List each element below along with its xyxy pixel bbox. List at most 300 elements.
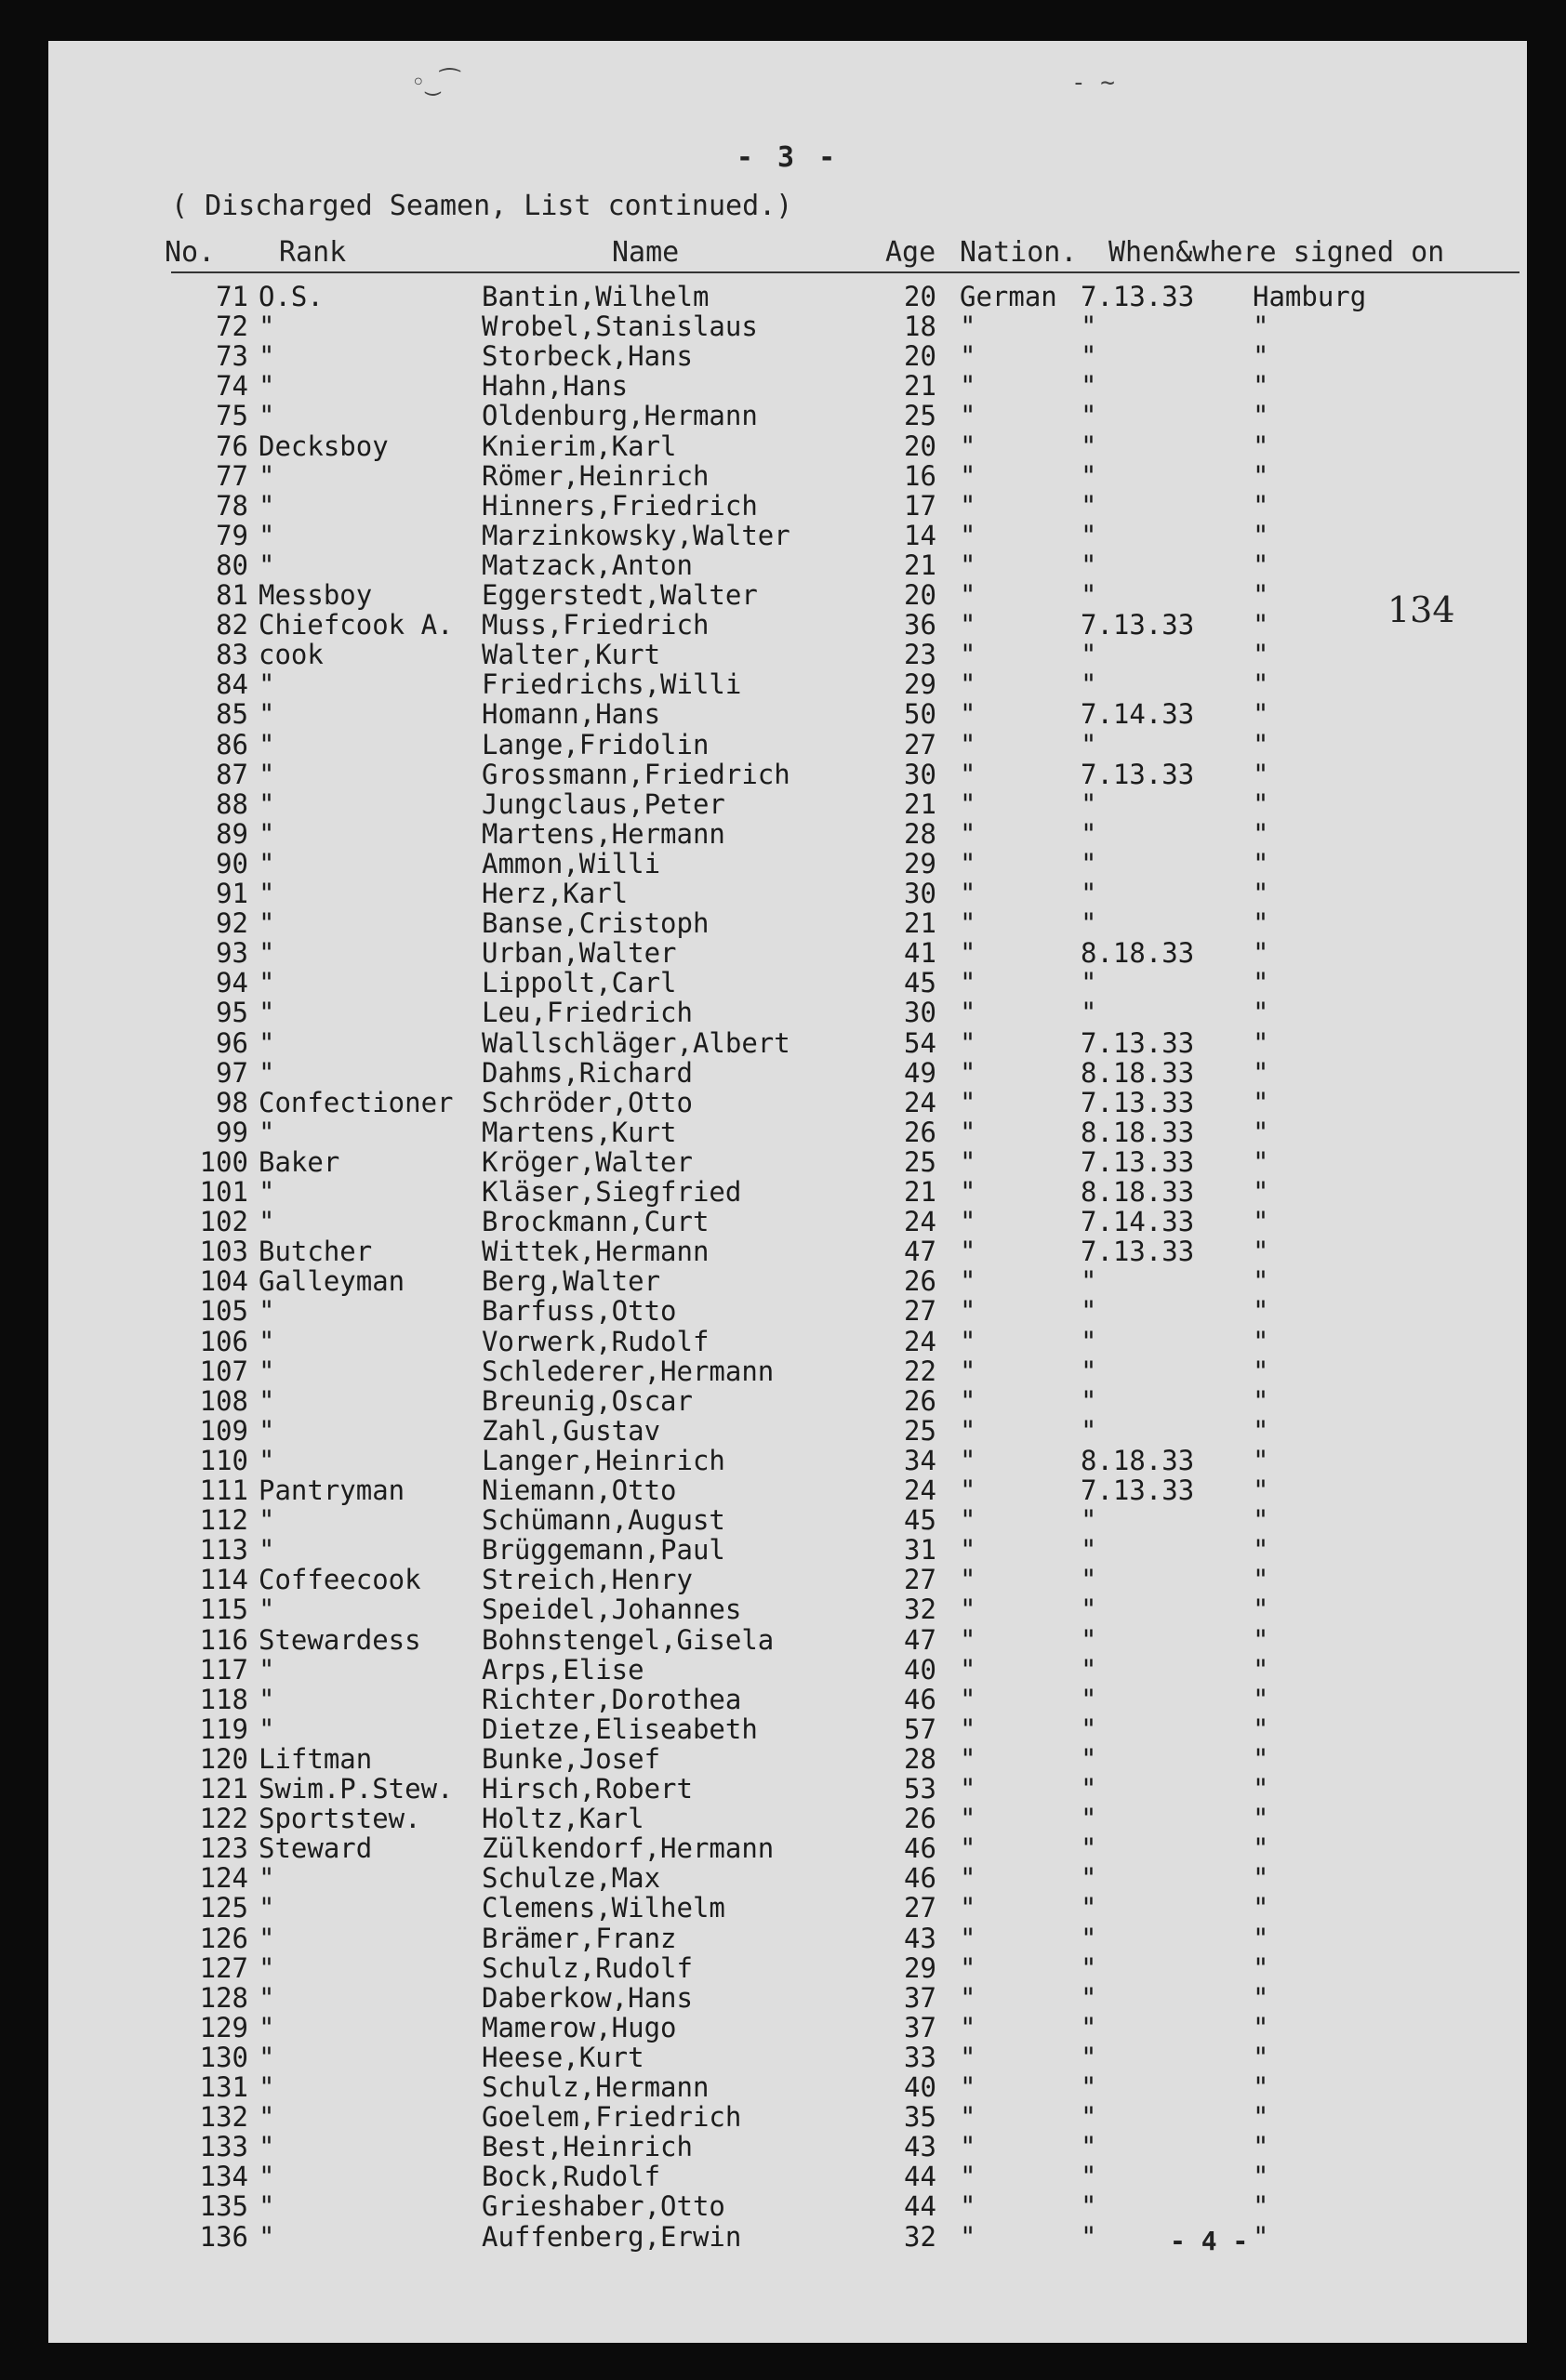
row-name: Marzinkowsky,Walter — [482, 519, 790, 551]
table-row — [48, 698, 1527, 731]
row-date: " — [1081, 817, 1097, 850]
row-place: " — [1253, 549, 1269, 581]
row-number: 89 — [216, 817, 248, 850]
table-row — [48, 1564, 1527, 1596]
row-nation: " — [960, 1056, 976, 1089]
row-place: " — [1253, 1892, 1269, 1924]
table-row — [48, 1862, 1527, 1895]
row-nation: " — [960, 1086, 976, 1118]
row-nation: " — [960, 758, 976, 790]
row-place: " — [1253, 1444, 1269, 1476]
row-nation: " — [960, 1653, 976, 1686]
table-row — [48, 1534, 1527, 1567]
row-age: 43 — [904, 1922, 936, 1954]
row-name: Bohnstengel,Gisela — [482, 1623, 775, 1656]
row-nation: " — [960, 787, 976, 820]
row-nation: " — [960, 1922, 976, 1954]
row-rank: " — [259, 728, 275, 760]
row-nation: " — [960, 2011, 976, 2043]
row-number: 90 — [216, 847, 248, 879]
row-place: " — [1253, 1086, 1269, 1118]
row-date: 7.13.33 — [1081, 1086, 1195, 1118]
row-nation: " — [960, 311, 976, 343]
table-row — [48, 1027, 1527, 1057]
row-number: 111 — [199, 1474, 248, 1506]
row-place: " — [1253, 579, 1269, 611]
smudge-mark: ◦‿⁀ — [411, 69, 460, 97]
table-row — [48, 1265, 1527, 1298]
row-name: Auffenberg,Erwin — [482, 2220, 742, 2253]
row-age: 22 — [904, 1355, 936, 1387]
row-nation: " — [960, 1176, 976, 1208]
row-name: Lange,Fridolin — [482, 728, 710, 760]
table-row — [48, 1117, 1527, 1146]
row-place: " — [1253, 967, 1269, 999]
row-age: 47 — [904, 1623, 936, 1656]
table-row — [48, 639, 1527, 671]
row-name: Walter,Kurt — [482, 639, 661, 671]
row-name: Best,Heinrich — [482, 2131, 693, 2163]
row-rank: " — [259, 2190, 275, 2223]
row-place: " — [1253, 997, 1269, 1029]
row-nation: " — [960, 639, 976, 671]
row-rank: Butcher — [259, 1236, 373, 1268]
table-row — [48, 1445, 1527, 1474]
row-place: " — [1253, 937, 1269, 970]
row-nation: " — [960, 1862, 976, 1895]
row-number: 121 — [199, 1773, 248, 1805]
row-name: Römer,Heinrich — [482, 459, 710, 492]
row-age: 34 — [904, 1444, 936, 1476]
table-row — [48, 1803, 1527, 1835]
table-row — [48, 1355, 1527, 1385]
row-name: Muss,Friedrich — [482, 609, 710, 641]
row-name: Martens,Kurt — [482, 1116, 677, 1148]
row-nation: " — [960, 1981, 976, 2014]
row-place: " — [1253, 311, 1269, 343]
row-number: 96 — [216, 1026, 248, 1059]
row-age: 49 — [904, 1056, 936, 1089]
row-number: 73 — [216, 340, 248, 373]
row-date: " — [1081, 1832, 1097, 1865]
row-nation: " — [960, 1414, 976, 1447]
row-name: Grossmann,Friedrich — [482, 758, 790, 790]
row-date: 7.13.33 — [1081, 609, 1195, 641]
row-date: " — [1081, 1862, 1097, 1895]
row-place: " — [1253, 1504, 1269, 1537]
row-name: Knierim,Karl — [482, 430, 677, 462]
row-rank: " — [259, 967, 275, 999]
table-row — [48, 1892, 1527, 1922]
row-date: 8.18.33 — [1081, 1444, 1195, 1476]
row-rank: Stewardess — [259, 1623, 421, 1656]
row-date: " — [1081, 1265, 1097, 1298]
row-name: Friedrichs,Willi — [482, 668, 742, 701]
row-age: 30 — [904, 758, 936, 790]
row-place: " — [1253, 878, 1269, 909]
row-name: Lippolt,Carl — [482, 967, 677, 999]
row-name: Heese,Kurt — [482, 2041, 644, 2073]
footer-page-number: - 4 - — [1170, 2226, 1249, 2256]
table-row — [48, 1952, 1527, 1982]
row-number: 88 — [216, 787, 248, 820]
table-row — [48, 1415, 1527, 1445]
header-age: Age — [885, 236, 936, 269]
row-name: Dietze,Eliseabeth — [482, 1712, 758, 1745]
row-rank: " — [259, 1504, 275, 1537]
row-number: 134 — [199, 2161, 248, 2193]
row-date: " — [1081, 1742, 1097, 1775]
row-place: " — [1253, 1474, 1269, 1506]
row-age: 54 — [904, 1026, 936, 1059]
row-nation: " — [960, 1623, 976, 1656]
row-place: " — [1253, 1564, 1269, 1596]
row-age: 14 — [904, 519, 936, 551]
row-date: " — [1081, 2220, 1097, 2253]
row-nation: " — [960, 1683, 976, 1715]
table-row — [48, 1713, 1527, 1743]
row-age: 26 — [904, 1116, 936, 1148]
row-age: 47 — [904, 1236, 936, 1268]
row-nation: " — [960, 1474, 976, 1506]
row-nation: " — [960, 1504, 976, 1537]
table-row — [48, 668, 1527, 701]
row-rank: " — [259, 311, 275, 343]
row-rank: " — [259, 1683, 275, 1715]
row-rank: Confectioner — [259, 1086, 454, 1118]
row-nation: " — [960, 2041, 976, 2073]
row-date: " — [1081, 2131, 1097, 2163]
row-age: 45 — [904, 967, 936, 999]
row-rank: " — [259, 2161, 275, 2193]
row-age: 18 — [904, 311, 936, 343]
row-number: 119 — [199, 1712, 248, 1745]
table-row — [48, 1326, 1527, 1355]
row-date: " — [1081, 430, 1097, 462]
row-rank: Decksboy — [259, 430, 389, 462]
row-number: 97 — [216, 1056, 248, 1089]
row-place: " — [1253, 1534, 1269, 1567]
row-number: 127 — [199, 1951, 248, 1984]
row-rank: " — [259, 1056, 275, 1089]
row-place: " — [1253, 1145, 1269, 1178]
table-row — [48, 848, 1527, 878]
row-nation: " — [960, 907, 976, 940]
row-rank: Coffeecook — [259, 1564, 421, 1596]
table-row — [48, 878, 1527, 907]
row-age: 25 — [904, 1145, 936, 1178]
row-nation: " — [960, 1593, 976, 1626]
row-number: 108 — [199, 1384, 248, 1417]
row-number: 109 — [199, 1414, 248, 1447]
row-age: 35 — [904, 2101, 936, 2134]
row-nation: " — [960, 1892, 976, 1924]
row-rank: " — [259, 1116, 275, 1148]
header-rank: Rank — [279, 236, 347, 269]
row-age: 17 — [904, 489, 936, 522]
row-rank: " — [259, 1414, 275, 1447]
table-row — [48, 2131, 1527, 2161]
row-number: 93 — [216, 937, 248, 970]
row-nation: " — [960, 817, 976, 850]
row-age: 46 — [904, 1832, 936, 1865]
row-number: 126 — [199, 1922, 248, 1954]
row-rank: Pantryman — [259, 1474, 405, 1506]
row-number: 79 — [216, 519, 248, 551]
table-row — [48, 549, 1527, 579]
row-place: " — [1253, 1862, 1269, 1895]
row-age: 32 — [904, 1593, 936, 1626]
row-rank: O.S. — [259, 281, 324, 312]
row-age: 30 — [904, 997, 936, 1029]
row-date: " — [1081, 1653, 1097, 1686]
row-age: 25 — [904, 400, 936, 432]
row-nation: " — [960, 1534, 976, 1567]
table-row — [48, 1832, 1527, 1865]
row-number: 75 — [216, 400, 248, 432]
row-date: " — [1081, 1295, 1097, 1328]
row-date: " — [1081, 1892, 1097, 1924]
row-name: Schümann,August — [482, 1504, 725, 1537]
row-name: Hinners,Friedrich — [482, 489, 758, 522]
row-rank: " — [259, 1981, 275, 2014]
row-name: Barfuss,Otto — [482, 1295, 677, 1328]
row-nation: " — [960, 1355, 976, 1387]
row-nation: " — [960, 1773, 976, 1805]
table-row — [48, 759, 1527, 788]
handwritten-note: 134 — [1387, 589, 1455, 630]
table-row — [48, 311, 1527, 343]
row-date: 7.14.33 — [1081, 698, 1195, 731]
row-number: 77 — [216, 459, 248, 492]
row-place: " — [1253, 1176, 1269, 1208]
row-nation: " — [960, 1742, 976, 1775]
row-age: 37 — [904, 1981, 936, 2014]
row-number: 114 — [199, 1564, 248, 1596]
row-place: " — [1253, 519, 1269, 551]
table-row — [48, 1982, 1527, 2012]
row-rank: " — [259, 937, 275, 970]
row-age: 40 — [904, 2071, 936, 2103]
row-name: Urban,Walter — [482, 937, 677, 970]
row-number: 95 — [216, 997, 248, 1029]
row-date: " — [1081, 1384, 1097, 1417]
row-date: " — [1081, 1593, 1097, 1626]
row-place: " — [1253, 370, 1269, 403]
row-age: 44 — [904, 2190, 936, 2223]
row-nation: " — [960, 430, 976, 462]
row-nation: " — [960, 2101, 976, 2134]
table-row — [48, 1773, 1527, 1803]
row-name: Hahn,Hans — [482, 370, 629, 403]
row-nation: " — [960, 2161, 976, 2193]
row-place: " — [1253, 1116, 1269, 1148]
row-name: Streich,Henry — [482, 1564, 693, 1596]
row-number: 92 — [216, 907, 248, 940]
row-number: 124 — [199, 1862, 248, 1895]
row-date: " — [1081, 370, 1097, 403]
table-row — [48, 1176, 1527, 1206]
row-place: " — [1253, 758, 1269, 790]
row-age: 27 — [904, 1892, 936, 1924]
row-place: " — [1253, 1773, 1269, 1805]
row-number: 135 — [199, 2190, 248, 2223]
row-number: 106 — [199, 1325, 248, 1357]
row-number: 125 — [199, 1892, 248, 1924]
row-number: 80 — [216, 549, 248, 581]
row-rank: " — [259, 1534, 275, 1567]
row-place: " — [1253, 728, 1269, 760]
row-name: Banse,Cristoph — [482, 907, 710, 940]
row-nation: " — [960, 1325, 976, 1357]
row-age: 27 — [904, 1564, 936, 1596]
row-name: Leu,Friedrich — [482, 997, 693, 1029]
row-place: " — [1253, 1803, 1269, 1835]
table-row — [48, 579, 1527, 609]
row-nation: " — [960, 519, 976, 551]
row-place: " — [1253, 1623, 1269, 1656]
row-age: 20 — [904, 281, 936, 312]
row-number: 120 — [199, 1742, 248, 1775]
row-name: Oldenburg,Hermann — [482, 400, 758, 432]
row-place: " — [1253, 1593, 1269, 1626]
row-rank: Liftman — [259, 1742, 373, 1775]
row-age: 26 — [904, 1265, 936, 1298]
row-rank: " — [259, 997, 275, 1029]
row-rank: " — [259, 878, 275, 909]
row-date: 7.13.33 — [1081, 1474, 1195, 1506]
row-place: " — [1253, 2161, 1269, 2193]
table-row — [48, 460, 1527, 490]
row-number: 104 — [199, 1265, 248, 1298]
row-nation: " — [960, 1295, 976, 1328]
row-age: 20 — [904, 340, 936, 373]
table-row — [48, 400, 1527, 430]
row-age: 21 — [904, 1176, 936, 1208]
table-row — [48, 1504, 1527, 1537]
row-place: " — [1253, 2220, 1269, 2253]
row-rank: " — [259, 1653, 275, 1686]
row-name: Schröder,Otto — [482, 1086, 693, 1118]
row-rank: " — [259, 370, 275, 403]
row-rank: " — [259, 668, 275, 701]
row-date: " — [1081, 2101, 1097, 2134]
row-rank: Galleyman — [259, 1265, 405, 1298]
row-nation: " — [960, 2071, 976, 2103]
row-number: 122 — [199, 1803, 248, 1835]
row-number: 116 — [199, 1623, 248, 1656]
row-name: Martens,Hermann — [482, 817, 725, 850]
table-row — [48, 1684, 1527, 1713]
row-number: 131 — [199, 2071, 248, 2103]
row-number: 100 — [199, 1145, 248, 1178]
row-nation: " — [960, 489, 976, 522]
row-number: 99 — [216, 1116, 248, 1148]
table-row — [48, 907, 1527, 940]
row-rank: " — [259, 2041, 275, 2073]
row-place: " — [1253, 1832, 1269, 1865]
row-date: " — [1081, 549, 1097, 581]
row-name: Wallschläger,Albert — [482, 1026, 790, 1059]
header-when-where: When&where signed on — [1108, 236, 1445, 269]
row-place: Hamburg — [1253, 281, 1367, 312]
row-place: " — [1253, 400, 1269, 432]
row-nation: " — [960, 549, 976, 581]
row-date: " — [1081, 579, 1097, 611]
row-nation: German — [960, 281, 1057, 312]
table-row — [48, 609, 1527, 639]
row-name: Speidel,Johannes — [482, 1593, 742, 1626]
row-date: " — [1081, 1803, 1097, 1835]
row-date: " — [1081, 311, 1097, 343]
row-age: 57 — [904, 1712, 936, 1745]
row-date: " — [1081, 907, 1097, 940]
row-rank: " — [259, 1355, 275, 1387]
row-age: 31 — [904, 1534, 936, 1567]
row-rank: " — [259, 1295, 275, 1328]
row-age: 20 — [904, 579, 936, 611]
row-rank: " — [259, 2071, 275, 2103]
row-number: 94 — [216, 967, 248, 999]
row-name: Brüggemann,Paul — [482, 1534, 725, 1567]
row-date: " — [1081, 489, 1097, 522]
row-place: " — [1253, 1742, 1269, 1775]
row-rank: " — [259, 1176, 275, 1208]
row-name: Wittek,Hermann — [482, 1236, 710, 1268]
row-nation: " — [960, 1832, 976, 1865]
row-name: Berg,Walter — [482, 1265, 661, 1298]
table-row — [48, 2071, 1527, 2101]
table-row — [48, 2190, 1527, 2223]
row-name: Schlederer,Hermann — [482, 1355, 775, 1387]
row-rank: " — [259, 1922, 275, 1954]
document-page — [48, 41, 1527, 2343]
row-number: 91 — [216, 878, 248, 909]
row-date: 7.13.33 — [1081, 1026, 1195, 1059]
row-number: 82 — [216, 609, 248, 641]
row-age: 29 — [904, 847, 936, 879]
row-number: 128 — [199, 1981, 248, 2014]
row-rank: " — [259, 519, 275, 551]
row-rank: " — [259, 2220, 275, 2253]
row-number: 129 — [199, 2011, 248, 2043]
row-name: Storbeck,Hans — [482, 340, 693, 373]
row-rank: " — [259, 1206, 275, 1238]
row-place: " — [1253, 1206, 1269, 1238]
table-row — [48, 1743, 1527, 1773]
row-rank: Baker — [259, 1145, 340, 1178]
row-name: Grieshaber,Otto — [482, 2190, 725, 2223]
row-number: 86 — [216, 728, 248, 760]
row-place: " — [1253, 1056, 1269, 1089]
row-age: 43 — [904, 2131, 936, 2163]
row-number: 81 — [216, 579, 248, 611]
row-place: " — [1253, 2071, 1269, 2103]
row-rank: " — [259, 340, 275, 373]
row-age: 29 — [904, 668, 936, 701]
row-nation: " — [960, 1206, 976, 1238]
table-row — [48, 1057, 1527, 1087]
row-age: 33 — [904, 2041, 936, 2073]
row-name: Ammon,Willi — [482, 847, 661, 879]
row-number: 83 — [216, 639, 248, 671]
row-rank: " — [259, 1892, 275, 1924]
row-number: 118 — [199, 1683, 248, 1715]
row-nation: " — [960, 1026, 976, 1059]
row-place: " — [1253, 430, 1269, 462]
row-date: " — [1081, 1683, 1097, 1715]
row-rank: " — [259, 489, 275, 522]
